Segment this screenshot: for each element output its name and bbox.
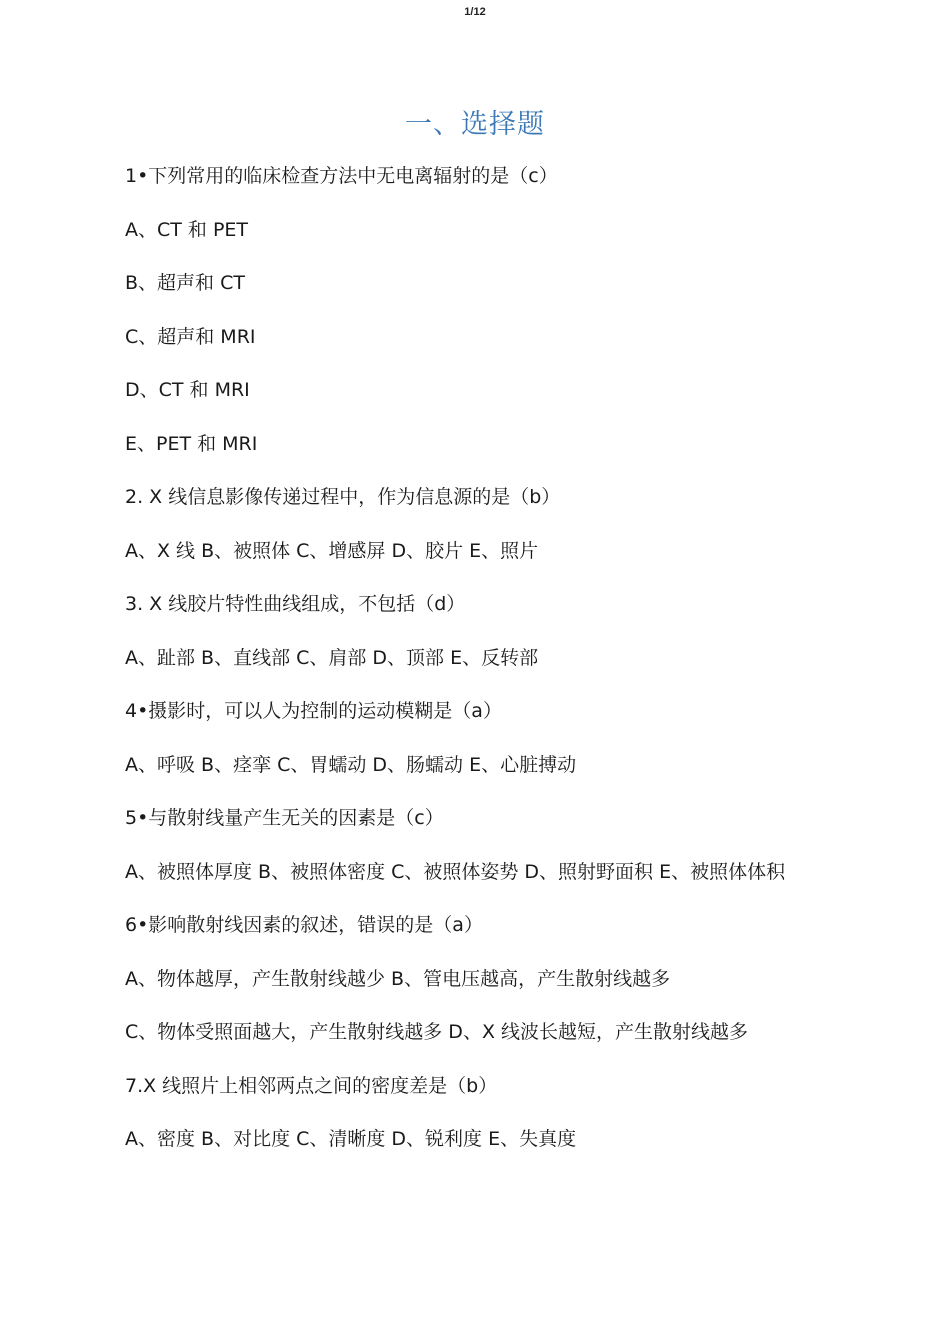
question-6-options-cd: C、物体受照面越大，产生散射线越多 D、X 线波长越短，产生散射线越多 [125,1021,748,1043]
question-7-options: A、密度 B、对比度 C、清晰度 D、锐利度 E、失真度 [125,1128,577,1150]
question-6-options-ab: A、物体越厚，产生散射线越少 B、管电压越高，产生散射线越多 [125,967,671,990]
question-5: 5•与散射线量产生无关的因素是（c） [125,807,444,829]
question-3: 3. X 线胶片特性曲线组成，不包括（d） [125,593,466,615]
question-4: 4•摄影时，可以人为控制的运动模糊是（a） [125,700,502,722]
question-1-option-d: D、CT 和 MRI [125,379,250,401]
question-5-options: A、被照体厚度 B、被照体密度 C、被照体姿势 D、照射野面积 E、被照体体积 [125,860,786,883]
question-1: 1•下列常用的临床检查方法中无电离辐射的是（c） [125,165,558,187]
question-7: 7.X 线照片上相邻两点之间的密度差是（b） [125,1074,498,1097]
question-2-options: A、X 线 B、被照体 C、增感屏 D、胶片 E、照片 [125,539,539,562]
page-number: 1/12 [464,6,486,18]
question-4-options: A、呼吸 B、痉挛 C、胃蠕动 D、肠蠕动 E、心脏搏动 [125,753,577,776]
question-1-option-c: C、超声和 MRI [125,325,256,348]
question-2: 2. X 线信息影像传递过程中，作为信息源的是（b） [125,486,561,508]
question-1-option-a: A、CT 和 PET [125,218,249,241]
question-1-option-e: E、PET 和 MRI [125,432,258,455]
question-content [82,158,868,1175]
question-6: 6•影响散射线因素的叙述，错误的是（a） [125,914,483,936]
section-title: 一、选择题 [405,109,545,140]
question-1-option-b: B、超声和 CT [125,272,245,294]
question-3-options: A、趾部 B、直线部 C、肩部 D、顶部 E、反转部 [125,646,539,669]
